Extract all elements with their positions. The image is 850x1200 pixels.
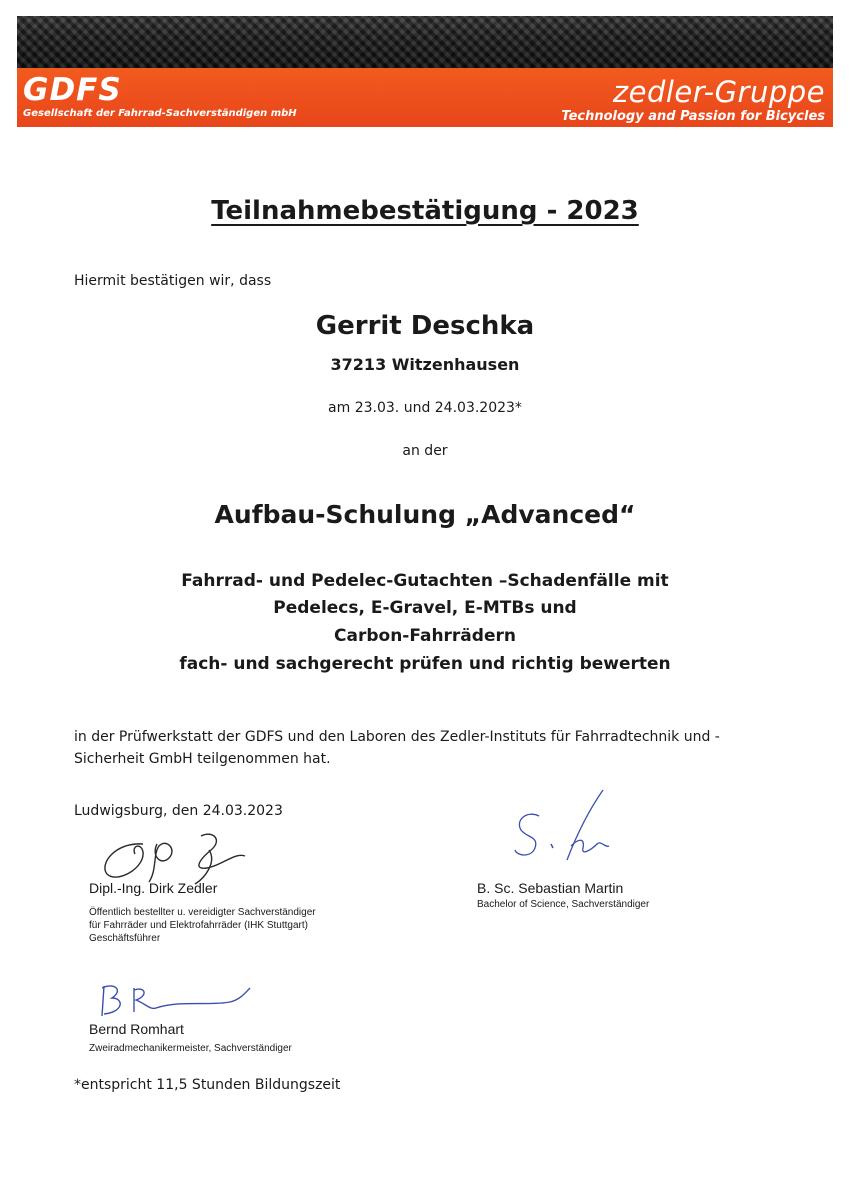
carbon-fibre-strip [17, 16, 833, 68]
participant-city: 37213 Witzenhausen [330, 355, 520, 374]
gdfs-subtitle: Gesellschaft der Fahrrad-Sachverständigen mbH [23, 108, 297, 119]
course-title: Aufbau-Schulung „Advanced“ [214, 500, 636, 529]
intro-text: Hiermit bestätigen wir, dass [74, 273, 272, 289]
signatory-name: Bernd Romhart [89, 1021, 184, 1037]
signature-dirk-zedler [95, 822, 255, 887]
certificate-title: Teilnahmebestätigung - 2023 [211, 196, 639, 226]
topic-line: Carbon-Fahrrädern [334, 626, 516, 646]
course-dates: am 23.03. und 24.03.2023* [328, 400, 522, 416]
location-line: in der Prüfwerkstatt der GDFS und den Laboren des Zedler-Instituts für Fahrradtechnik und - [74, 729, 720, 745]
topic-line: fach- und sachgerecht prüfen und richtig bewerten [179, 654, 671, 674]
signatory-role: Geschäftsführer [89, 933, 161, 944]
gdfs-logo: GDFS [23, 72, 122, 108]
footnote: *entspricht 11,5 Stunden Bildungszeit [74, 1077, 341, 1093]
signatory-name: Dipl.-Ing. Dirk Zedler [89, 880, 218, 896]
participant-name: Gerrit Deschka [315, 311, 535, 341]
location-line: Sicherheit GmbH teilgenommen hat. [74, 751, 331, 767]
zedler-subtitle: Technology and Passion for Bicycles [561, 109, 825, 124]
zedler-logo: zedler-Gruppe [612, 75, 825, 109]
header-banner [17, 16, 833, 127]
signatory-name: B. Sc. Sebastian Martin [477, 880, 624, 896]
signatory-role: Öffentlich bestellter u. vereidigter Sachverständiger [89, 907, 316, 918]
topic-line: Pedelecs, E-Gravel, E-MTBs und [273, 598, 577, 618]
signatory-role: Zweiradmechanikermeister, Sachverständiger [89, 1043, 292, 1054]
signatory-role: Bachelor of Science, Sachverständiger [477, 899, 650, 910]
signature-sebastian-martin [505, 786, 615, 866]
signatory-role: für Fahrräder und Elektrofahrräder (IHK Stuttgart) [89, 920, 308, 931]
place-date: Ludwigsburg, den 24.03.2023 [74, 803, 283, 819]
topic-line: Fahrrad- und Pedelec-Gutachten –Schadenfälle mit [181, 571, 669, 591]
signature-bernd-romhart [90, 980, 260, 1022]
connector-text: an der [402, 443, 448, 459]
